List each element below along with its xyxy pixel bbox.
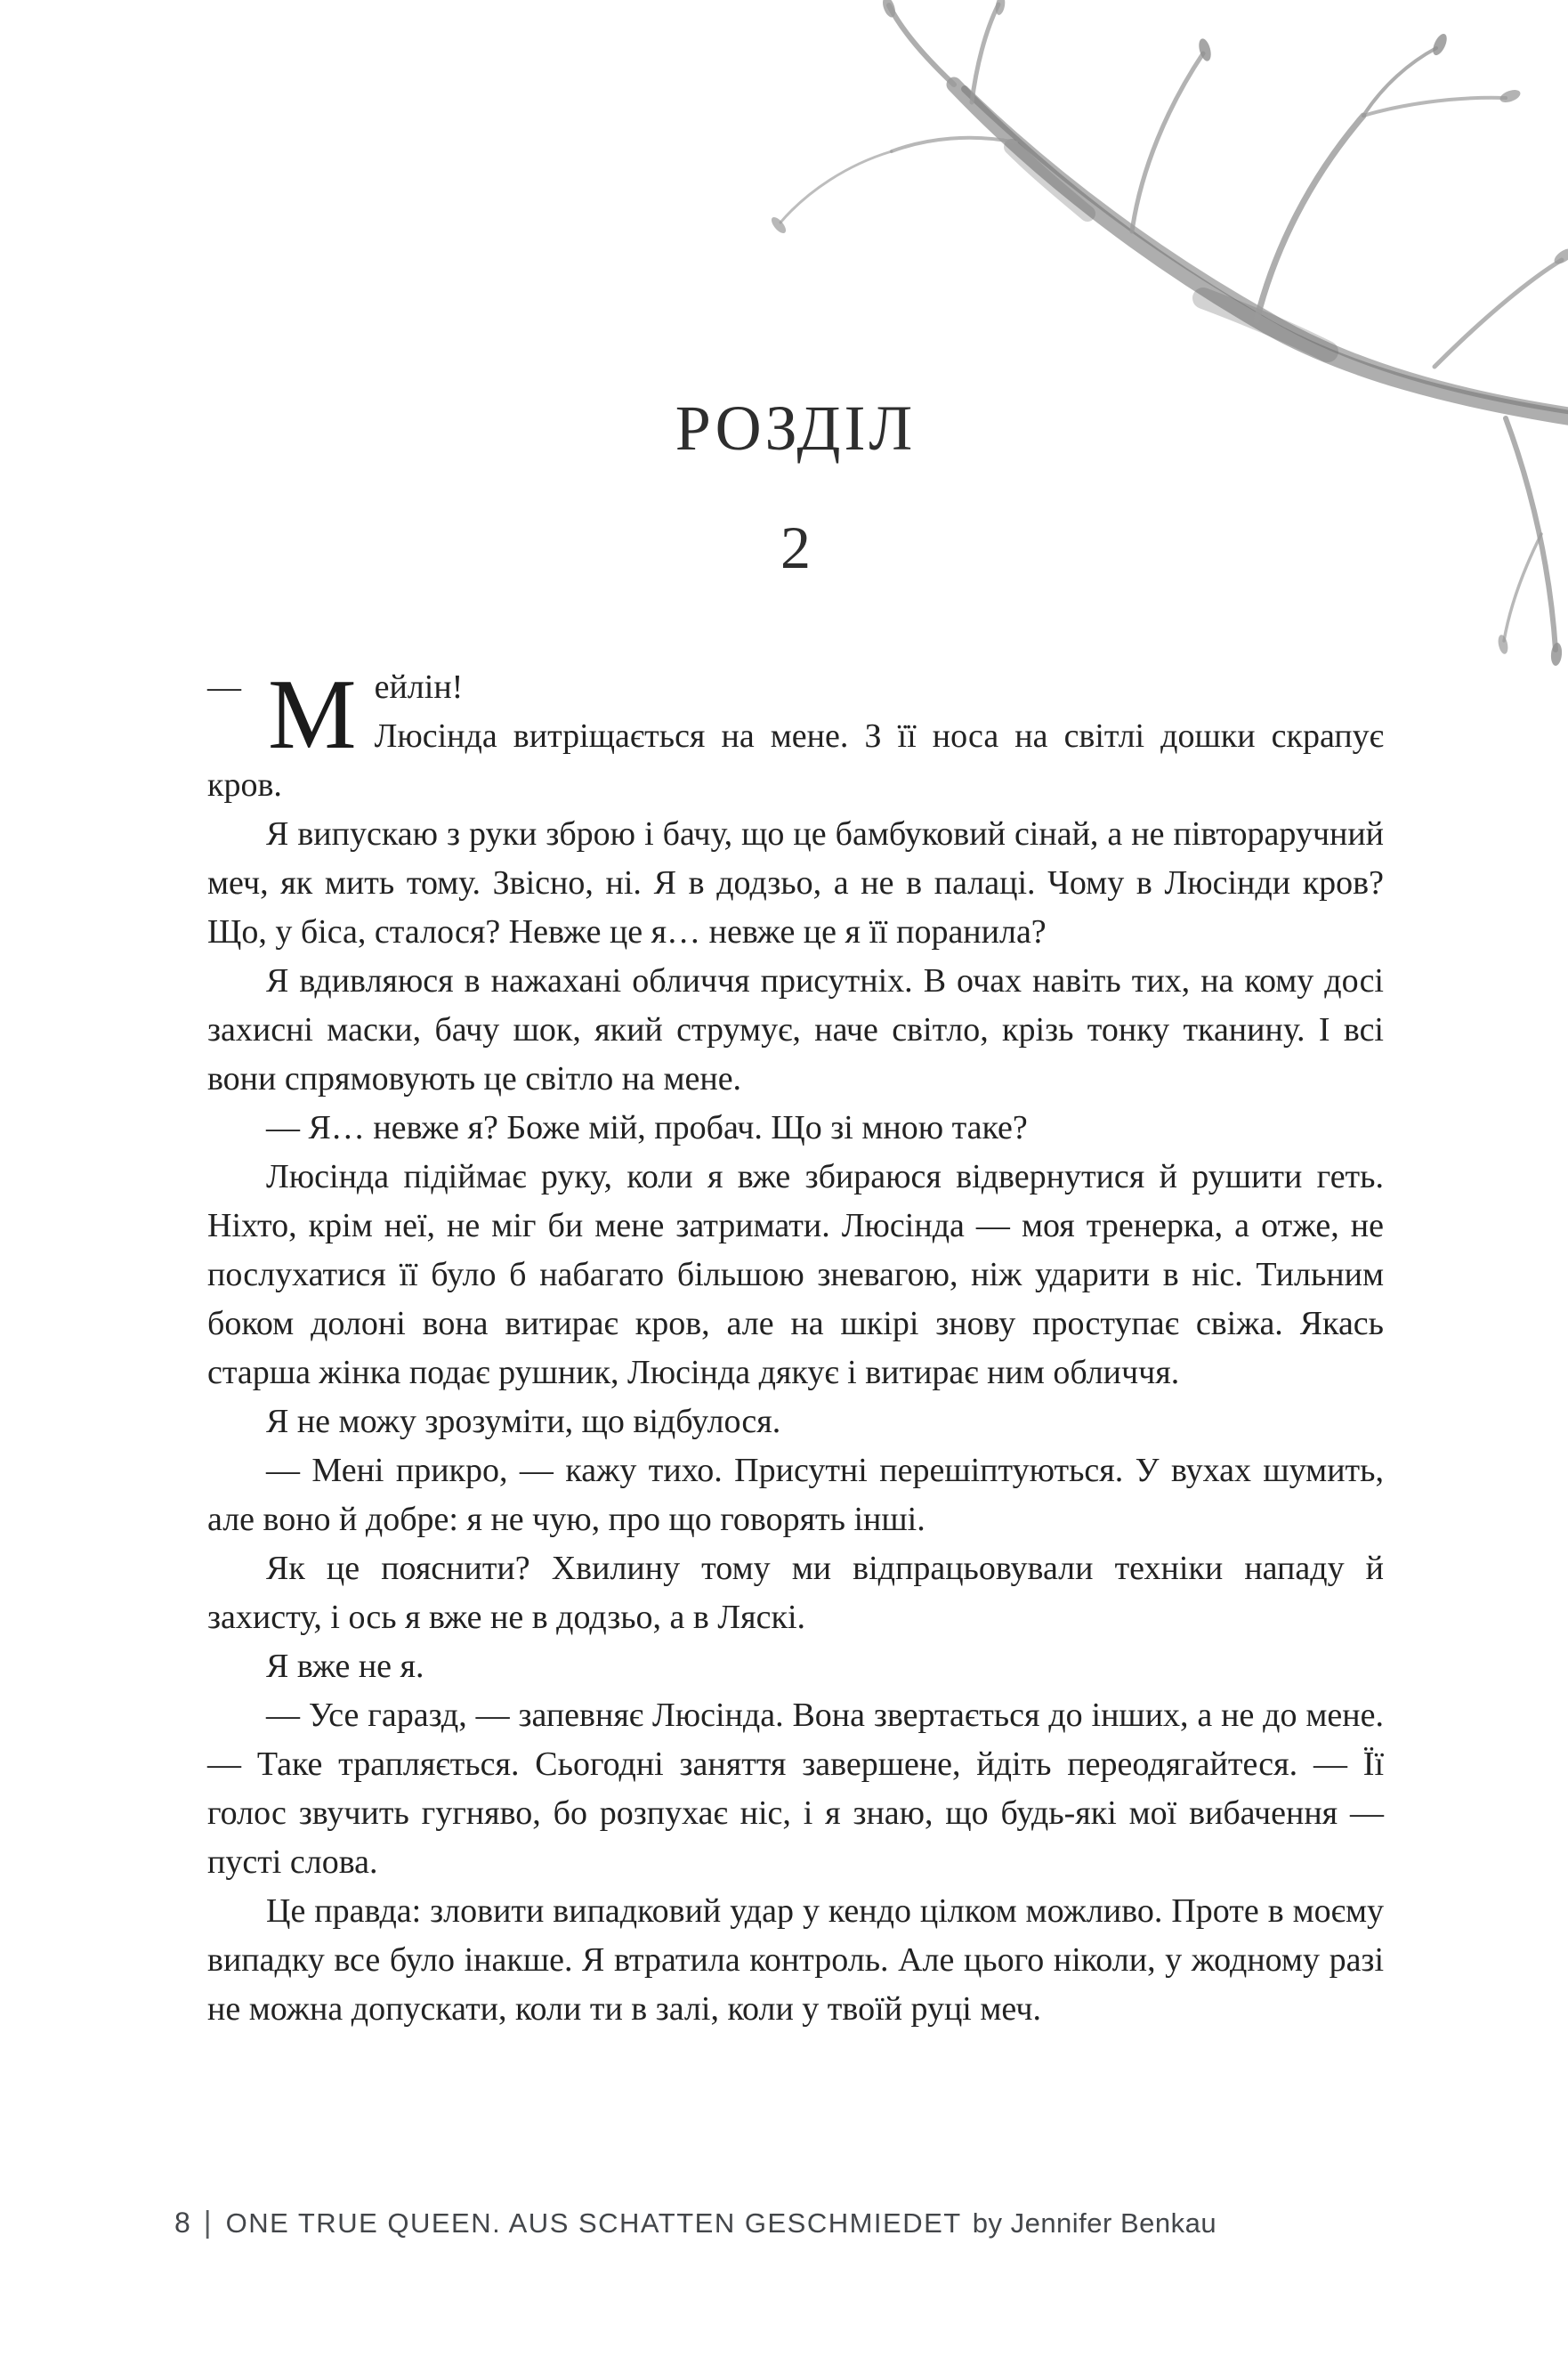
paragraph: — Усе гаразд, — запевняє Люсінда. Вона звертається до інших, а не до мене. — Таке трапляється. Сьогодні заняття завершене, йдіть переодягайтеся. — Її голос звучить гугняво, бо розпухає ніс, і я знаю, що будь-які мої вибачення — пусті слова.: [207, 1697, 1384, 1881]
body-text: [207, 660, 1384, 2034]
paragraph: Люсінда підіймає руку, коли я вже збираюся відвернутися й рушити геть. Ніхто, крім неї, не міг би мене затримати. Люсінда — моя тренерка, а отже, не послухатися її було б набагато більшою зневагою, ніж ударити в ніс. Тильним боком долоні вона витирає кров, але на шкірі знову проступає свіжа. Якась старша жінка подає рушник, Люсінда дякує і витирає ним обличчя.: [207, 1158, 1384, 1391]
footer-divider: |: [203, 2206, 212, 2239]
footer-author-credit: by Jennifer Benkau: [972, 2207, 1217, 2239]
paragraph-opening: [207, 660, 1384, 810]
footer-book-title: ONE TRUE QUEEN. AUS SCHATTEN GESCHMIEDET: [225, 2207, 962, 2239]
opening-first-line: ейлін!: [374, 668, 464, 706]
paragraph: Я не можу зрозуміти, що відбулося.: [266, 1403, 781, 1440]
paragraph: Як це пояснити? Хвилину тому ми відпрацьовували техніки нападу й захисту, і ось я вже не в додзьо, а в Ляскі.: [207, 1550, 1384, 1636]
paragraph: Це правда: зловити випадковий удар у кендо цілком можливо. Проте в моєму випадку все було інакше. Я втратила контроль. Але цього ніколи, у жодному разі не можна допускати, коли ти в залі, коли у твоїй руці меч.: [207, 1892, 1384, 2028]
paragraph: — Я… невже я? Боже мій, пробач. Що зі мною таке?: [266, 1109, 1028, 1146]
drop-cap-group: [207, 660, 357, 770]
page-number: 8: [174, 2207, 191, 2239]
drop-cap: М: [268, 660, 357, 770]
paragraph: — Мені прикро, — кажу тихо. Присутні перешіптуються. У вухах шумить, але воно й добре: я не чую, про що говорять інші.: [207, 1452, 1384, 1538]
chapter-header: [207, 393, 1384, 581]
paragraph: Я випускаю з руки зброю і бачу, що це бамбуковий сінай, а не півтораручний меч, як мить тому. Звісно, ні. Я в додзьо, а не в палаці. Чому в Люсінди кров? Що, у біса, сталося? Невже це я… невже це я її поранила?: [207, 815, 1384, 951]
chapter-label: РОЗДІЛ: [675, 393, 917, 464]
chapter-number: 2: [780, 514, 811, 581]
dialogue-dash: —: [207, 668, 241, 706]
text-column: [207, 0, 1384, 2034]
paragraph: Я вже не я.: [266, 1648, 424, 1685]
opening-rest: Люсінда витріщається на мене. З її носа на світлі дошки скрапує кров.: [207, 717, 1384, 804]
page-footer: [174, 2206, 1216, 2240]
paragraph: Я вдивляюся в нажахані обличчя присутніх. В очах навіть тих, на кому досі захисні маски, бачу шок, який струмує, наче світло, крізь тонку тканину. І всі вони спрямовують це світло на мене.: [207, 962, 1384, 1097]
